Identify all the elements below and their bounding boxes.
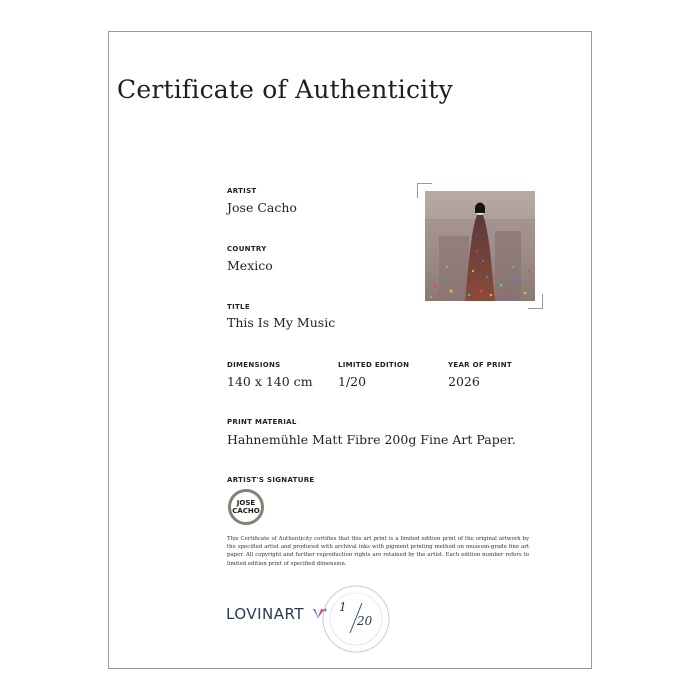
artwork-image	[425, 191, 535, 301]
signature-line-1: JOSE	[236, 499, 256, 507]
country-label: COUNTRY	[227, 245, 267, 253]
stamp-edition-number: 1	[339, 600, 347, 614]
artwork-frame	[417, 183, 543, 309]
edition-label: LIMITED EDITION	[338, 361, 410, 369]
signature-line-2: CACHO	[232, 507, 260, 515]
edition-stamp-icon	[320, 583, 392, 655]
dimensions-label: DIMENSIONS	[227, 361, 281, 369]
artwork-title-value: This Is My Music	[227, 315, 336, 330]
artist-value: Jose Cacho	[227, 200, 297, 215]
title-label: TITLE	[227, 303, 250, 311]
dimensions-value: 140 x 140 cm	[227, 374, 313, 389]
material-value: Hahnemühle Matt Fibre 200g Fine Art Paper.	[227, 432, 516, 447]
certificate-statement: This Certificate of Authenticity certifies that this art print is a limited edition print of the original artwork by the specified artist and produced with archival inks with pigment printing method on museum-grade fine art paper. All copyright and further reproduction rights are retained by the artist. Each edition number refers to limited edition print of specified dimension.	[227, 536, 529, 567]
edition-value: 1/20	[338, 374, 367, 389]
material-label: PRINT MATERIAL	[227, 418, 297, 426]
artist-label: ARTIST	[227, 187, 257, 195]
certificate-sheet	[108, 31, 592, 669]
brand-name: LOVINART	[226, 605, 305, 623]
signature-label: ARTIST'S SIGNATURE	[227, 476, 315, 484]
certificate-title: Certificate of Authenticity	[117, 75, 453, 104]
year-label: YEAR OF PRINT	[448, 361, 512, 369]
stamp-edition-total: 20	[357, 614, 373, 628]
artist-signature-seal	[228, 489, 264, 525]
country-value: Mexico	[227, 258, 273, 273]
year-value: 2026	[448, 374, 480, 389]
